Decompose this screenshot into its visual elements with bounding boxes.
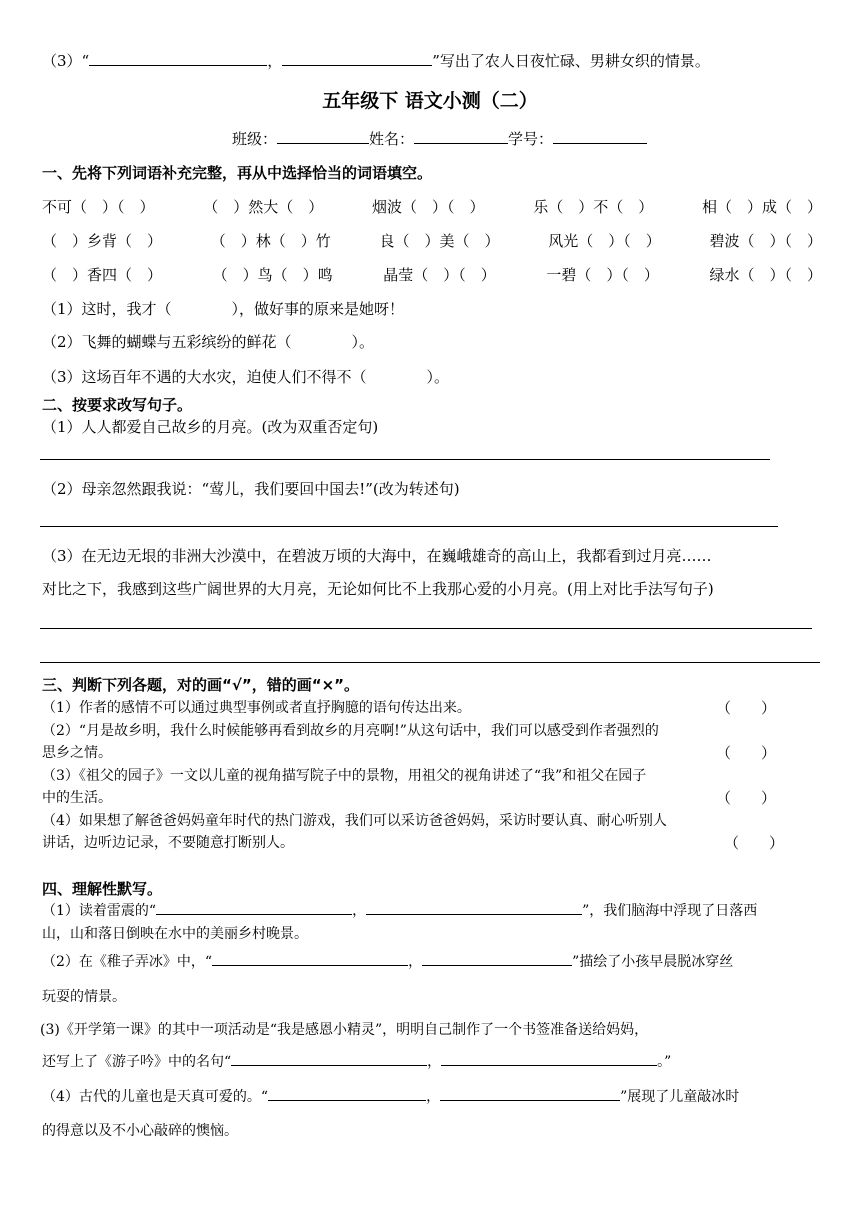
word-item: 良（ ）美（ ） [379,232,500,250]
blank-line[interactable] [441,1051,657,1066]
word-item: 一碧（ ）（ ） [546,266,659,284]
word-row-2 [42,230,822,251]
answer-line[interactable] [40,628,812,629]
word-item: （ ）香四（ ） [42,266,163,284]
name-field[interactable] [414,129,508,144]
s3-question-3-line2: 中的生活。 [42,790,112,806]
answer-paren[interactable]: （ ） [716,789,777,807]
word-item: （ ）林（ ）竹 [210,232,331,250]
blank-line[interactable] [156,900,352,915]
blank-line[interactable] [422,951,572,966]
answer-paren[interactable]: （ ） [716,699,777,717]
s4-question-2-line1: （2）在《稚子弄冰》中，“ ， ”描绘了小孩早晨脱冰穿丝 [42,951,733,971]
word-item: 绿水（ ）（ ） [709,266,822,284]
blank-line[interactable] [366,900,582,915]
s1-question-3: （3）这场百年不遇的大水灾，迫使人们不得不（ ）。 [42,368,450,386]
word-item: 不可（ ）（ ） [42,198,155,216]
word-item: 碧波（ ）（ ） [709,232,822,250]
blank-line[interactable] [89,51,267,66]
s2-question-2: （2）母亲忽然跟我说：“莺儿，我们要回中国去!”(改为转述句) [42,480,460,498]
blank-line[interactable] [440,1086,620,1101]
section4-heading: 四、理解性默写。 [42,880,163,898]
answer-line[interactable] [40,662,820,663]
s2-question-3-line1: （3）在无边无垠的非洲大沙漠中，在碧波万顷的大海中，在巍峨雄奇的高山上，我都看到过月亮…… [42,547,712,565]
s4-question-3-line2: 还写上了《游子吟》中的名句“ ， 。” [42,1051,671,1071]
word-item: 相（ ）成（ ） [701,198,822,216]
class-field[interactable] [277,129,369,144]
s1-question-1: （1）这时，我才（ ），做好事的原来是她呀！ [42,300,405,318]
s4-question-1-line1: （1）读着雷震的“ ， ”，我们脑海中浮现了日落西 [42,900,757,920]
word-item: （ ）然大（ ） [203,198,324,216]
section1-heading: 一、先将下列词语补充完整，再从中选择恰当的词语填空。 [42,164,433,182]
blank-line[interactable] [212,951,408,966]
s3-question-2-line1: （2）“月是故乡明，我什么时候能够再看到故乡的月亮啊!”从这句话中，我们可以感受到作者强烈的 [42,723,659,739]
top-fill-line: （3）“ ， ”写出了农人日夜忙碌、男耕女织的情景。 [42,52,710,70]
s4-question-3-line1: (3)《开学第一课》的其中一项活动是“我是感恩小精灵”，明明自己制作了一个书签准备送给妈妈， [40,1022,649,1038]
section2-heading: 二、按要求改写句子。 [42,396,193,414]
answer-paren[interactable]: （ ） [716,744,777,762]
word-item: 乐（ ）不（ ） [533,198,654,216]
s3-question-3-line1: （3）《祖父的园子》一文以儿童的视角描写院子中的景物，用祖父的视角讲述了“我”和祖父在园子 [42,768,647,784]
s1-question-2: （2）飞舞的蝴蝶与五彩缤纷的鲜花（ ）。 [42,333,375,351]
blank-line[interactable] [231,1051,427,1066]
s4-question-1-line2: 山，山和落日倒映在水中的美丽乡村晚景。 [42,926,308,942]
student-info: 班级： 姓名： 学号： [232,128,647,149]
s4-question-2-line2: 玩耍的情景。 [42,989,126,1005]
word-item: 晶莹（ ）（ ） [383,266,496,284]
blank-line[interactable] [282,51,432,66]
word-row-3 [42,264,822,285]
s3-question-2-line2: 思乡之情。 [42,745,112,761]
answer-line[interactable] [40,526,778,527]
s3-question-1: （1）作者的感情不可以通过典型事例或者直抒胸臆的语句传达出来。 [42,700,471,716]
word-item: 烟波（ ）（ ） [371,198,485,216]
s4-question-4-line2: 的得意以及不小心敲碎的懊恼。 [42,1123,238,1139]
id-field[interactable] [553,129,647,144]
section3-heading: 三、判断下列各题，对的画“√”，错的画“×”。 [42,676,360,694]
s2-question-3-line2: 对比之下，我感到这些广阔世界的大月亮，无论如何比不上我那心爱的小月亮。(用上对比手法写句子) [42,580,714,598]
s3-question-4-line1: （4）如果想了解爸爸妈妈童年时代的热门游戏，我们可以采访爸爸妈妈，采访时要认真、耐心听别人 [42,813,667,829]
s4-question-4-line1: （4）古代的儿童也是天真可爱的。“ ， ”展现了儿童敲冰时 [42,1086,739,1106]
word-item: 风光（ ）（ ） [548,232,661,250]
s3-question-4-line2: 讲话，边听边记录，不要随意打断别人。 [42,835,294,851]
word-item: （ ）鸟（ ）鸣 [212,266,333,284]
word-item: （ ）乡背（ ） [42,232,163,250]
s2-question-1: （1）人人都爱自己故乡的月亮。(改为双重否定句) [42,418,379,436]
page-title: 五年级下 语文小测（二） [322,90,538,112]
blank-line[interactable] [268,1086,426,1101]
answer-paren[interactable]: （ ） [724,834,785,852]
word-row-1 [42,196,822,217]
answer-line[interactable] [40,459,770,460]
